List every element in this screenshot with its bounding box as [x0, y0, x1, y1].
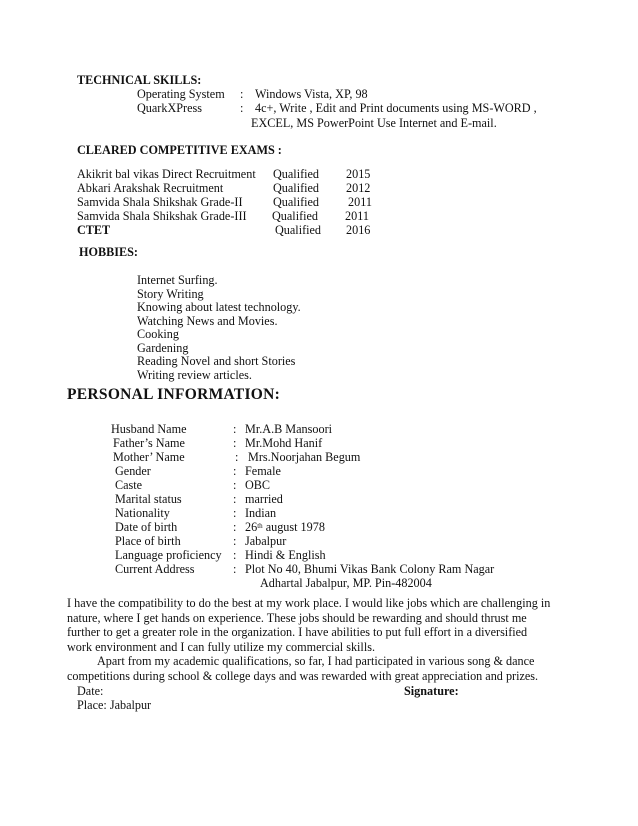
personal-sep: : [233, 478, 237, 492]
personal-sep: : [233, 520, 237, 534]
personal-value: Hindi & English [245, 548, 326, 562]
hobby-item: Writing review articles. [137, 368, 252, 382]
personal-label: Nationality [115, 506, 170, 520]
skill-value-quark: 4c+, Write , Edit and Print documents using MS-WORD , [255, 101, 537, 115]
personal-label: Caste [115, 478, 143, 492]
skill-sep-os: : [240, 87, 244, 101]
hobby-item: Reading Novel and short Stories [137, 354, 296, 368]
personal-value: Jabalpur [245, 534, 287, 548]
statement-line: competitions during school & college days and was rewarded with great appreciation and prizes. [67, 668, 539, 683]
exam-status: Qualified [273, 181, 320, 195]
hobby-item: Story Writing [137, 287, 204, 301]
statement-line: nature, where I get hands on experience. These jobs should be rewarding and should thrust me [67, 610, 527, 625]
dob-ordinal: th [257, 522, 263, 530]
personal-label: Language proficiency [115, 548, 222, 562]
skill-sep-quark: : [240, 101, 244, 115]
skill-value-os: Windows Vista, XP, 98 [255, 87, 368, 101]
exam-status: Qualified [273, 167, 320, 181]
personal-value: Mr.Mohd Hanif [245, 436, 323, 450]
personal-value: married [245, 492, 283, 506]
skill-value-continuation: EXCEL, MS PowerPoint Use Internet and E-mail. [251, 116, 497, 130]
personal-sep: : [233, 562, 237, 576]
personal-label: Husband Name [111, 422, 187, 436]
hobby-item: Watching News and Movies. [137, 314, 278, 328]
date-label: Date: [77, 684, 104, 698]
personal-sep: : [233, 534, 237, 548]
statement-line: work environment and I can fully utilize my commercial skills. [67, 639, 375, 654]
personal-value: OBC [245, 478, 271, 492]
signature-label: Signature: [404, 684, 459, 698]
personal-value: Mrs.Noorjahan Begum [248, 450, 361, 464]
personal-sep: : [233, 548, 237, 562]
statement-paragraph [67, 596, 567, 684]
statement-line: Apart from my academic qualifications, so far, I had participated in various song & dance [97, 654, 535, 669]
skill-label-os: Operating System [137, 87, 225, 101]
personal-sep: : [233, 506, 237, 520]
exam-year: 2015 [346, 167, 371, 181]
personal-label: Marital status [115, 492, 182, 506]
statement-line: I have the compatibility to do the best at my work place. I would like jobs which are challenging in [67, 596, 551, 610]
place-label: Place: Jabalpur [77, 698, 152, 712]
exam-year: 2016 [346, 223, 371, 237]
dob-day: 26 [245, 520, 258, 534]
personal-label: Current Address [115, 562, 195, 576]
personal-label: Gender [115, 464, 151, 478]
personal-label: Mother’ Name [113, 450, 185, 464]
personal-value: Plot No 40, Bhumi Vikas Bank Colony Ram Nagar [245, 562, 495, 576]
exam-year: 2012 [346, 181, 371, 195]
exam-name: CTET [77, 223, 111, 237]
hobby-item: Internet Surfing. [137, 273, 218, 287]
personal-value: Indian [245, 506, 277, 520]
personal-label: Father’s Name [113, 436, 185, 450]
personal-label: Date of birth [115, 520, 178, 534]
exam-status: Qualified [272, 209, 319, 223]
hobby-item: Knowing about latest technology. [137, 300, 301, 314]
personal-value: Female [245, 464, 281, 478]
exam-year: 2011 [348, 195, 372, 209]
exam-status: Qualified [273, 195, 320, 209]
statement-line: further to get a greater role in the organization. I have abilities to put full effort in a diversified [67, 625, 528, 640]
personal-sep: : [235, 450, 239, 464]
personal-heading: PERSONAL INFORMATION: [67, 386, 281, 403]
exam-status: Qualified [275, 223, 322, 237]
personal-sep: : [233, 436, 237, 450]
exam-name: Samvida Shala Shikshak Grade-II [77, 195, 243, 209]
skill-label-quark: QuarkXPress [137, 101, 202, 115]
exam-name: Akikrit bal vikas Direct Recruitment [77, 167, 256, 181]
hobbies-heading: HOBBIES: [79, 245, 138, 259]
address-line2: Adhartal Jabalpur, MP. Pin-482004 [260, 576, 432, 590]
hobby-item: Cooking [137, 327, 179, 341]
technical-skills-heading: TECHNICAL SKILLS: [77, 73, 202, 87]
exam-name: Abkari Arakshak Recruitment [77, 181, 224, 195]
personal-sep: : [233, 422, 237, 436]
dob-rest: august 1978 [262, 520, 325, 534]
exam-name: Samvida Shala Shikshak Grade-III [77, 209, 247, 223]
personal-sep: : [233, 464, 237, 478]
personal-label: Place of birth [115, 534, 181, 548]
personal-sep: : [233, 492, 237, 506]
exams-heading: CLEARED COMPETITIVE EXAMS : [77, 143, 282, 157]
personal-value-dob [245, 520, 325, 534]
exam-year: 2011 [345, 209, 369, 223]
hobby-item: Gardening [137, 341, 189, 355]
personal-value: Mr.A.B Mansoori [245, 422, 333, 436]
